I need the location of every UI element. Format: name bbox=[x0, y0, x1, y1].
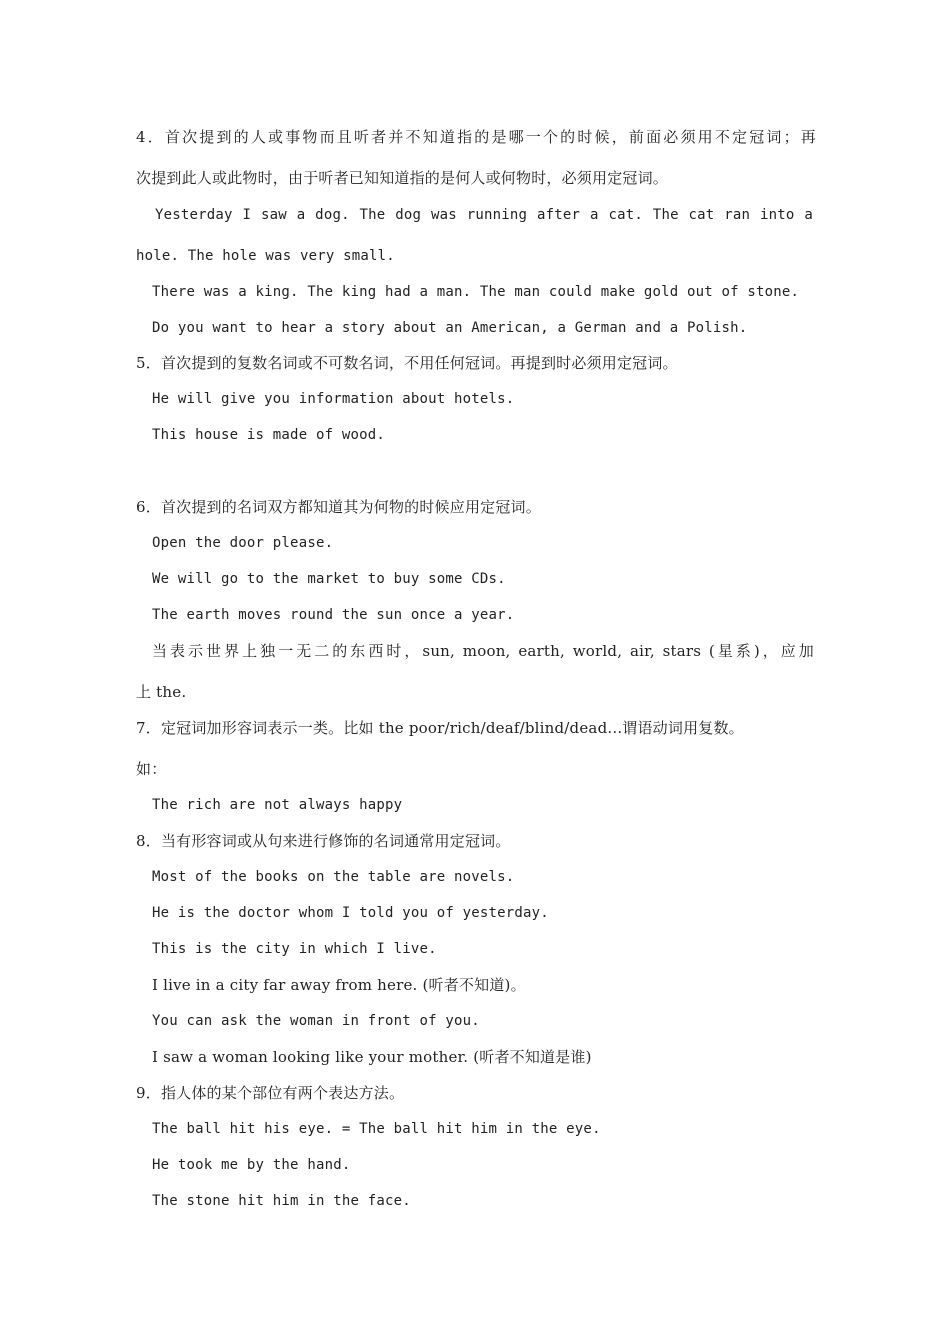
section-9-example-1: The ball hit his eye. = The ball hit him in the eye. bbox=[152, 1121, 601, 1137]
section-7-heading: 7．定冠词加形容词表示一类。比如 the poor/rich/deaf/blind/dead...谓语动词用复数。 bbox=[136, 719, 744, 737]
section-5-heading: 5．首次提到的复数名词或不可数名词，不用任何冠词。再提到时必须用定冠词。 bbox=[136, 354, 678, 372]
section-4-example-1-cont: hole. The hole was very small. bbox=[136, 248, 395, 264]
section-9-heading: 9．指人体的某个部位有两个表达方法。 bbox=[136, 1084, 405, 1102]
section-4-heading-cont: 次提到此人或此物时，由于听者已知知道指的是何人或何物时，必须用定冠词。 bbox=[136, 169, 669, 187]
section-8-example-2: He is the doctor whom I told you of yesterday. bbox=[152, 905, 549, 921]
section-6-note-cont: 上 the. bbox=[136, 683, 187, 701]
section-4-example-1: Yesterday I saw a dog. The dog was running after a cat. The cat ran into a bbox=[155, 207, 813, 223]
section-9-example-3: The stone hit him in the face. bbox=[152, 1193, 411, 1209]
section-5-example-2: This house is made of wood. bbox=[152, 427, 385, 443]
section-7-example-1: The rich are not always happy bbox=[152, 797, 403, 813]
section-8-example-6: I saw a woman looking like your mother. (听者不知道是谁) bbox=[152, 1048, 592, 1066]
section-8-example-5: You can ask the woman in front of you. bbox=[152, 1013, 480, 1029]
section-4-heading: 4．首次提到的人或事物而且听者并不知道指的是哪一个的时候，前面必须用不定冠词；再 bbox=[136, 128, 816, 146]
section-8-example-3: This is the city in which I live. bbox=[152, 941, 437, 957]
section-6-note: 当表示世界上独一无二的东西时，sun, moon, earth, world, air, stars (星系)，应加 bbox=[152, 642, 814, 660]
section-6-heading: 6．首次提到的名词双方都知道其为何物的时候应用定冠词。 bbox=[136, 498, 541, 516]
section-6-example-1: Open the door please. bbox=[152, 535, 334, 551]
section-9-example-2: He took me by the hand. bbox=[152, 1157, 351, 1173]
section-7-heading-cont: 如： bbox=[136, 760, 167, 778]
section-4-example-2: There was a king. The king had a man. The man could make gold out of stone. bbox=[152, 284, 800, 300]
section-5-example-1: He will give you information about hotels. bbox=[152, 391, 515, 407]
section-8-example-4: I live in a city far away from here. (听者不知道)。 bbox=[152, 976, 526, 994]
section-6-example-3: The earth moves round the sun once a year. bbox=[152, 607, 515, 623]
section-4-example-3: Do you want to hear a story about an American, a German and a Polish. bbox=[152, 320, 748, 336]
section-8-heading: 8．当有形容词或从句来进行修饰的名词通常用定冠词。 bbox=[136, 832, 511, 850]
section-8-example-1: Most of the books on the table are novels. bbox=[152, 869, 515, 885]
section-6-example-2: We will go to the market to buy some CDs. bbox=[152, 571, 506, 587]
